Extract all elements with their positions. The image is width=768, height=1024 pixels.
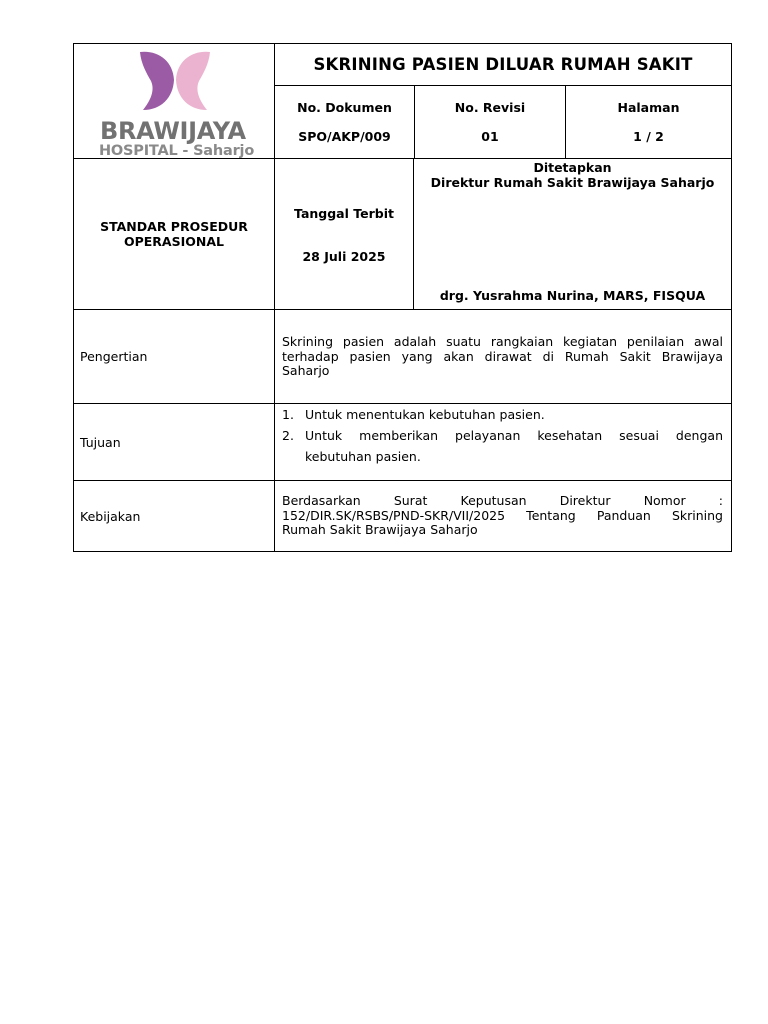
issue-date-label: Tanggal Terbit: [294, 206, 394, 221]
pengertian-label: Pengertian: [73, 309, 275, 404]
pengertian-line2: terhadap pasien yang akan dirawat di Rumah Sakit Brawijaya: [282, 348, 723, 364]
logo-wordmark: BRAWIJAYA: [100, 117, 246, 145]
doc-number-value: SPO/AKP/009: [298, 129, 391, 144]
logo-subtitle: HOSPITAL - Saharjo: [99, 143, 255, 159]
sop-label-cell: [73, 158, 275, 310]
doc-number-cell: [274, 85, 415, 159]
tujuan-content: [274, 403, 732, 481]
pengertian-line3: Saharjo: [282, 363, 330, 378]
logo-cell: [73, 43, 275, 159]
doc-number-label: No. Dokumen: [297, 100, 392, 115]
revision-value: 01: [481, 129, 499, 144]
kebijakan-content: [274, 480, 732, 552]
pengertian-content: [274, 309, 732, 404]
approval-label: Ditetapkan: [533, 160, 612, 175]
signatory-name: drg. Yusrahma Nurina, MARS, FISQUA: [439, 288, 706, 303]
revision-label: No. Revisi: [454, 100, 526, 115]
list-item: [282, 425, 723, 467]
approver-title: Direktur Rumah Sakit Brawijaya Saharjo: [430, 175, 715, 190]
tujuan-list: [282, 404, 723, 467]
revision-cell: [414, 85, 566, 159]
document-title: SKRINING PASIEN DILUAR RUMAH SAKIT: [274, 43, 732, 86]
kebijakan-line1: Berdasarkan Surat Keputusan Direktur Nomor :: [282, 493, 723, 508]
approval-cell: [413, 158, 732, 310]
tujuan-label: Tujuan: [73, 403, 275, 481]
sop-label-line1: STANDAR PROSEDUR: [100, 219, 248, 234]
list-item-text-cont: kebutuhan pasien.: [305, 449, 421, 464]
kebijakan-line2: 152/DIR.SK/RSBS/PND-SKR/VII/2025 Tentang Panduan Skrining: [282, 507, 723, 523]
list-item: [282, 404, 723, 425]
list-item-text: Untuk menentukan kebutuhan pasien.: [305, 407, 545, 422]
pengertian-line1: Skrining pasien adalah suatu rangkaian kegiatan penilaian awal: [282, 334, 723, 349]
kebijakan-label: Kebijakan: [73, 480, 275, 552]
issue-date-cell: [274, 158, 414, 310]
list-item-text: Untuk memberikan pelayanan kesehatan sesuai dengan: [305, 428, 723, 443]
sop-label-line2: OPERASIONAL: [123, 234, 224, 249]
list-item-number: 1.: [282, 407, 294, 422]
issue-date-value: 28 Juli 2025: [302, 249, 386, 264]
page-label: Halaman: [617, 100, 680, 115]
page-cell: [565, 85, 732, 159]
kebijakan-line3: Rumah Sakit Brawijaya Saharjo: [282, 522, 478, 537]
list-item-number: 2.: [282, 428, 294, 443]
butterfly-logo-icon: [137, 50, 213, 112]
page-value: 1 / 2: [633, 129, 664, 144]
